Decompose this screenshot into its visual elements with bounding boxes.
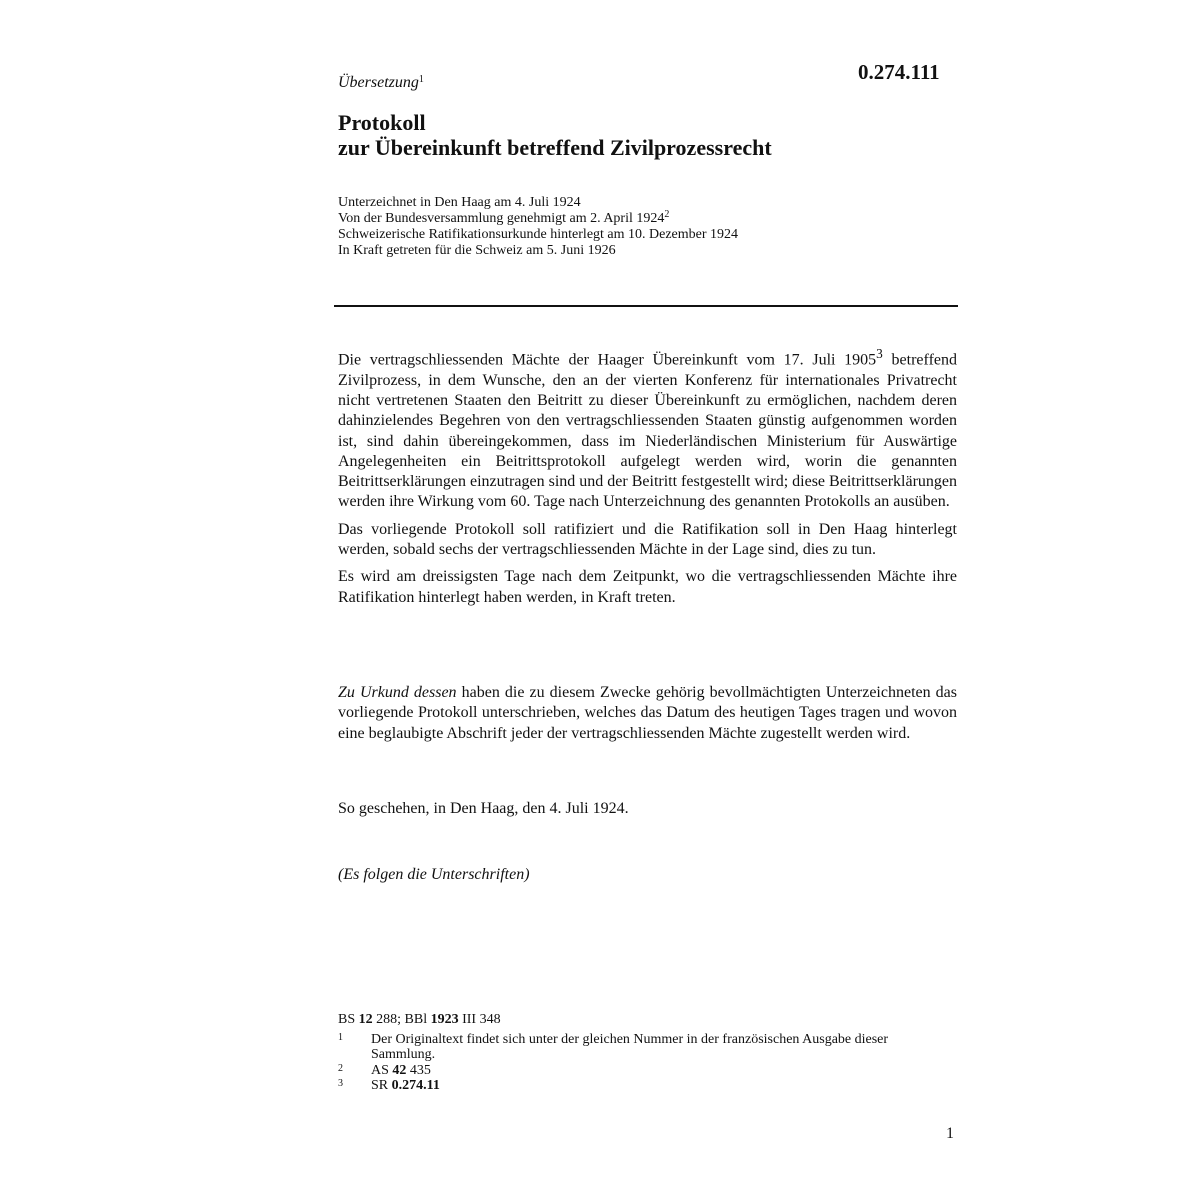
document-metadata	[338, 195, 738, 259]
footnote-prefix: SR	[371, 1078, 392, 1093]
document-title	[338, 110, 772, 160]
preamble-section	[338, 344, 957, 615]
paragraph-1	[338, 344, 957, 513]
footnote-suffix: 435	[406, 1062, 431, 1078]
page-number: 1	[946, 1125, 954, 1142]
witness-paragraph	[338, 683, 957, 744]
source-bbl-year: 1923	[430, 1012, 459, 1027]
meta-in-force: In Kraft getreten für die Schweiz am 5. Juni 1926	[338, 243, 616, 258]
source-bs-page: 288; BBl	[372, 1012, 431, 1027]
footnote-text: Der Originaltext findet sich unter der gleichen Nummer in der französischen Ausgabe dieser Sammlung.	[371, 1031, 889, 1062]
footnotes	[338, 1012, 938, 1094]
paragraph-2: Das vorliegende Protokoll soll ratifiziert und die Ratifikation soll in Den Haag hinterlegt werden, sobald sechs der vertragschliessenden Mächte in der Lage sind, dies zu tun.	[338, 520, 957, 558]
footnote-ref-2[interactable]: 2	[664, 209, 670, 220]
meta-ratification: Schweizerische Ratifikationsurkunde hinterlegt am 10. Dezember 1924	[338, 227, 739, 242]
footnote-ref-1[interactable]: 1	[418, 74, 424, 85]
footnote-1	[338, 1032, 938, 1063]
footnote-number: 1	[338, 1031, 343, 1043]
translation-text: Übersetzung	[338, 74, 419, 91]
source-bbl-rest: III 348	[458, 1012, 501, 1027]
witness-italic: Zu Urkund dessen	[338, 684, 457, 701]
footnote-number: 2	[338, 1062, 343, 1074]
source-bs: BS	[338, 1012, 359, 1027]
footnote-bold[interactable]: 42	[392, 1062, 407, 1078]
footnote-prefix: AS	[371, 1062, 393, 1078]
header-divider	[334, 305, 958, 307]
footnote-number: 3	[338, 1078, 343, 1089]
footnote-ref-3[interactable]: 3	[876, 346, 883, 361]
done-at: So geschehen, in Den Haag, den 4. Juli 1924.	[338, 800, 629, 817]
witness-text: haben die zu diesem Zwecke gehörig bevollmächtigten Unterzeichneten das vorliegende Protokoll unterschrieben, welches das Datum des heutigen Tages tragen und wovon eine beglaubigte Abschrift jeder der vertragschliessenden Mächte zugestellt werden wird.	[338, 684, 958, 742]
footnote-3	[338, 1078, 938, 1094]
meta-approved-text: Von der Bundesversammlung genehmigt am 2. April 1924	[338, 211, 665, 226]
footnote-text	[371, 1063, 938, 1079]
source-reference	[338, 1012, 938, 1028]
signatures-note: (Es folgen die Unterschriften)	[338, 866, 530, 883]
title-line-1: Protokoll	[338, 110, 426, 135]
sr-number: 0.274.111	[858, 60, 940, 84]
footnote-bold[interactable]: 0.274.11	[391, 1078, 440, 1093]
footnote-2	[338, 1063, 938, 1079]
paragraph-1-start: Die vertragschliessenden Mächte der Haager Übereinkunft vom 17. Juli 1905	[338, 351, 877, 369]
meta-signed: Unterzeichnet in Den Haag am 4. Juli 1924	[338, 195, 581, 210]
meta-approved	[338, 211, 738, 227]
paragraph-1-rest: betreffend Zivilprozess, in dem Wunsche, den an der vierten Konferenz für internationales Privatrecht nicht vertretenen Staaten den Beitritt zu dieser Übereinkunft zu ermöglichen, nachdem deren dahinzielendes Begehren von den vertragschliessenden Staaten günstig aufgenommen worden ist, sind dahin übereingekommen, dass im Niederländischen Ministerium für Auswärtige Angelegenheiten ein Beitrittsprotokoll aufgelegt werden wird, worin die genannten Beitrittserklärungen einzutragen sind und der Beitritt festgestellt wird; diese Beitrittserklärungen werden ihre Wirkung vom 60. Tage nach Unterzeichnung des genannten Protokolls an ausüben.	[338, 351, 957, 511]
title-line-2: zur Übereinkunft betreffend Zivilprozessrecht	[338, 135, 772, 160]
paragraph-3: Es wird am dreissigsten Tage nach dem Zeitpunkt, wo die vertragschliessenden Mächte ihre Ratifikation hinterlegt haben werden, in Kraft treten.	[338, 568, 957, 606]
source-bs-volume: 12	[358, 1012, 373, 1027]
translation-label	[338, 74, 424, 92]
witness-section	[338, 683, 957, 751]
footnote-text	[371, 1078, 938, 1094]
